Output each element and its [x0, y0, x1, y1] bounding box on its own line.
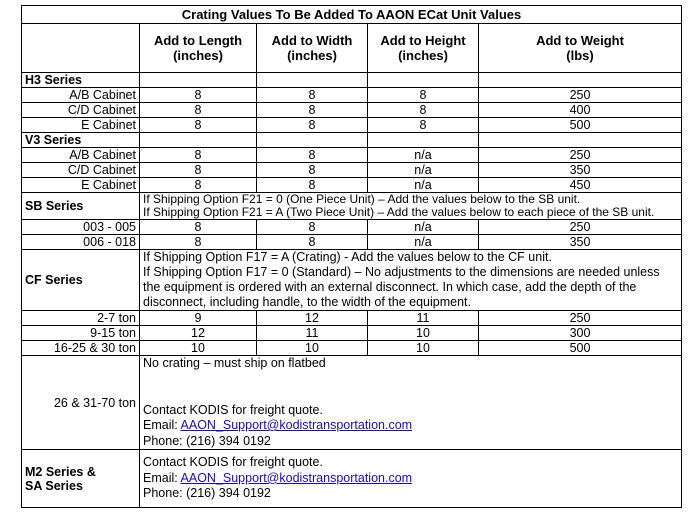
weight-value: 250 — [479, 88, 682, 103]
length-value: 8 — [140, 235, 257, 250]
crating-values-table — [21, 5, 682, 508]
row-label: C/D Cabinet — [22, 163, 140, 178]
spacer — [143, 387, 678, 403]
cf-note-standard: If Shipping Option F17 = 0 (Standard) – No adjustments to the dimensions are needed unless the equipment is ordered with an external disconnect. In which case, add the depth of the disconnect, including handle, to the width of the equipment. — [143, 265, 660, 309]
title-row — [22, 6, 682, 24]
header-weight-unit: (lbs) — [566, 48, 594, 63]
row-label: E Cabinet — [22, 178, 140, 193]
weight-value: 450 — [479, 178, 682, 193]
header-length-unit: (inches) — [173, 48, 223, 63]
sa-series-label: SA Series — [25, 478, 83, 493]
table-row — [22, 88, 682, 103]
empty-cell — [140, 133, 257, 148]
table-row — [22, 148, 682, 163]
height-value: 10 — [368, 326, 479, 341]
kodis-email-link[interactable]: AAON_Support@kodistransportation.com — [180, 418, 413, 432]
width-value: 8 — [257, 163, 368, 178]
header-weight-label: Add to Weight — [536, 33, 624, 48]
m2-series-label: M2 Series & — [25, 464, 96, 479]
weight-value: 350 — [479, 235, 682, 250]
header-blank — [22, 24, 140, 73]
width-value: 8 — [257, 88, 368, 103]
contact-kodis-text: Contact KODIS for freight quote. — [143, 455, 323, 470]
height-value: n/a — [368, 178, 479, 193]
header-height — [368, 24, 479, 73]
length-value: 10 — [140, 341, 257, 356]
table-row — [22, 341, 682, 356]
length-value: 8 — [140, 178, 257, 193]
empty-cell — [368, 73, 479, 88]
cf-shipping-note — [140, 250, 682, 311]
height-value: 8 — [368, 88, 479, 103]
cf-note-crating: If Shipping Option F17 = A (Crating) - Add the values below to the CF unit. — [143, 250, 552, 264]
h3-series-row — [22, 73, 682, 88]
empty-cell — [479, 133, 682, 148]
row-label: 16-25 & 30 ton — [22, 341, 140, 356]
m2-sa-shipping-info — [140, 450, 682, 508]
row-label: E Cabinet — [22, 118, 140, 133]
table-row — [22, 163, 682, 178]
table-row — [22, 326, 682, 341]
sb-note-one-piece: If Shipping Option F21 = 0 (One Piece Unit) – Add the values below to the SB unit. — [143, 192, 581, 206]
sb-note-two-piece: If Shipping Option F21 = A (Two Piece Unit) – Add the values below to each piece of the SB unit. — [143, 205, 655, 219]
row-label: A/B Cabinet — [22, 148, 140, 163]
header-row — [22, 24, 682, 73]
weight-value: 400 — [479, 103, 682, 118]
width-value: 8 — [257, 235, 368, 250]
table-row — [22, 220, 682, 235]
weight-value: 250 — [479, 148, 682, 163]
length-value: 8 — [140, 103, 257, 118]
sb-series-label: SB Series — [22, 193, 140, 220]
large-unit-label: 26 & 31-70 ton — [22, 356, 140, 450]
length-value: 12 — [140, 326, 257, 341]
weight-value: 250 — [479, 220, 682, 235]
height-value: n/a — [368, 148, 479, 163]
height-value: 8 — [368, 118, 479, 133]
large-unit-shipping-info — [140, 356, 682, 450]
empty-cell — [368, 133, 479, 148]
width-value: 8 — [257, 178, 368, 193]
table-title: Crating Values To Be Added To AAON ECat Unit Values — [22, 6, 682, 24]
header-length-label: Add to Length — [153, 33, 243, 48]
flatbed-note: No crating – must ship on flatbed — [143, 356, 326, 370]
length-value: 8 — [140, 163, 257, 178]
m2-sa-series-row — [22, 450, 682, 508]
contact-kodis-text: Contact KODIS for freight quote. — [143, 402, 323, 417]
cf-series-label: CF Series — [22, 250, 140, 311]
cf-series-row — [22, 250, 682, 311]
large-unit-row — [22, 356, 682, 450]
table-row — [22, 103, 682, 118]
weight-value: 500 — [479, 341, 682, 356]
width-value: 8 — [257, 148, 368, 163]
kodis-phone: Phone: (216) 394 0192 — [143, 433, 271, 448]
empty-cell — [257, 73, 368, 88]
header-width — [257, 24, 368, 73]
spacer — [143, 372, 678, 388]
table-row — [22, 118, 682, 133]
email-label: Email: — [143, 470, 181, 485]
empty-cell — [479, 73, 682, 88]
weight-value: 300 — [479, 326, 682, 341]
v3-series-row — [22, 133, 682, 148]
height-value: 10 — [368, 341, 479, 356]
weight-value: 250 — [479, 311, 682, 326]
width-value: 10 — [257, 341, 368, 356]
height-value: n/a — [368, 235, 479, 250]
header-height-unit: (inches) — [398, 48, 448, 63]
width-value: 8 — [257, 103, 368, 118]
row-label: 003 - 005 — [22, 220, 140, 235]
width-value: 11 — [257, 326, 368, 341]
width-value: 8 — [257, 220, 368, 235]
header-width-label: Add to Width — [271, 33, 353, 48]
header-length — [140, 24, 257, 73]
kodis-phone: Phone: (216) 394 0192 — [143, 486, 271, 501]
weight-value: 500 — [479, 118, 682, 133]
kodis-email-link[interactable]: AAON_Support@kodistransportation.com — [180, 470, 413, 485]
row-label: 2-7 ton — [22, 311, 140, 326]
width-value: 12 — [257, 311, 368, 326]
height-value: n/a — [368, 163, 479, 178]
header-width-unit: (inches) — [287, 48, 337, 63]
header-weight — [479, 24, 682, 73]
row-label: A/B Cabinet — [22, 88, 140, 103]
weight-value: 350 — [479, 163, 682, 178]
length-value: 8 — [140, 118, 257, 133]
header-height-label: Add to Height — [380, 33, 466, 48]
empty-cell — [140, 73, 257, 88]
table-row — [22, 235, 682, 250]
length-value: 9 — [140, 311, 257, 326]
email-label: Email: — [143, 418, 181, 432]
sb-shipping-note — [140, 193, 682, 220]
height-value: n/a — [368, 220, 479, 235]
height-value: 11 — [368, 311, 479, 326]
h3-series-label: H3 Series — [22, 73, 140, 88]
row-label: C/D Cabinet — [22, 103, 140, 118]
table-row — [22, 311, 682, 326]
height-value: 8 — [368, 103, 479, 118]
row-label: 9-15 ton — [22, 326, 140, 341]
table-row — [22, 178, 682, 193]
empty-cell — [257, 133, 368, 148]
m2-sa-series-label — [22, 450, 140, 508]
width-value: 8 — [257, 118, 368, 133]
row-label: 006 - 018 — [22, 235, 140, 250]
length-value: 8 — [140, 88, 257, 103]
length-value: 8 — [140, 220, 257, 235]
length-value: 8 — [140, 148, 257, 163]
sb-series-row — [22, 193, 682, 220]
v3-series-label: V3 Series — [22, 133, 140, 148]
